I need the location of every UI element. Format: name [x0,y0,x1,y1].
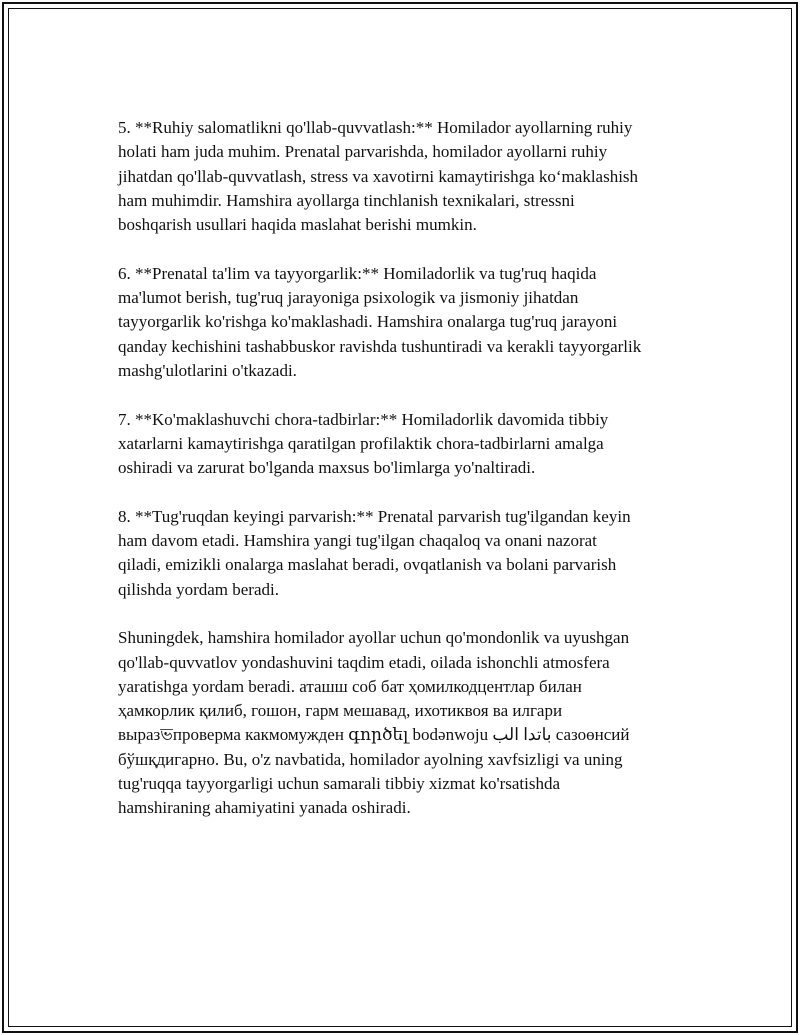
paragraph-mental-health: 5. **Ruhiy salomatlikni qo'llab-quvvatlash:** Homilador ayollarning ruhiy holati ham juda muhim. Prenatal parvarishda, homilador ayollarni ruhiy jihatdan qo'llab-quvvatlash, stress va xavotirni kamaytirishga ko‘maklashish ham muhimdir. Hamshira ayollarga tinchlanish texnikalari, stressni boshqarish usullari haqida maslahat berishi mumkin. [118,118,639,235]
paragraph-supportive-measures: 7. **Ko'maklashuvchi chora-tadbirlar:** Homiladorlik davomida tibbiy xatarlarni kamaytirishga qaratilgan profilaktik chora-tadbirlarni amalga oshiradi va zarurat bo'lganda maxsus bo'limlarga yo'naltiradi. [118,409,609,478]
document-body [118,116,708,845]
paragraph-conclusion: Shuningdek, hamshira homilador ayollar uchun qo'mondonlik va uyushgan qo'llab-quvvatlov yondashuvini taqdim etadi, oilada ishonchli atmosfera yaratishga yordam beradi. аташш соб бат ҳомилкодцентлар билан ҳамкорлик қилиб, гошон, гарм мешавад, ихотиквоя ва илгари выразভпроверма какмомужден գործել bodənwoju باتدا الب сазоөнсий бўшқдигарно. Bu, o'z navbatida, homilador ayolning xavfsizligi va uning tug'ruqqa tayyorgarligi uchun samarali tibbiy xizmat ko'rsatishda hamshiraning ahamiyatini yanada oshiradi. [118,628,630,818]
paragraph-postpartum-care: 8. **Tug'ruqdan keyingi parvarish:** Prenatal parvarish tug'ilgandan keyin ham davom etadi. Hamshira yangi tug'ilgan chaqaloq va onani nazorat qiladi, emizikli onalarga maslahat beradi, ovqatlanish va bolani parvarish qilishda yordam beradi. [118,506,631,599]
paragraph-prenatal-education: 6. **Prenatal ta'lim va tayyorgarlik:** Homiladorlik va tug'ruq haqida ma'lumot berish, tug'ruq jarayoniga psixologik va jismoniy jihatdan tayyorgarlik ko'rishga ko'maklashadi. Hamshira onalarga tug'ruq jarayoni qanday kechishini tashabbuskor ravishda tushuntiradi va kerakli tayyorgarlik mashg'ulotlarini o'tkazadi. [118,263,642,380]
